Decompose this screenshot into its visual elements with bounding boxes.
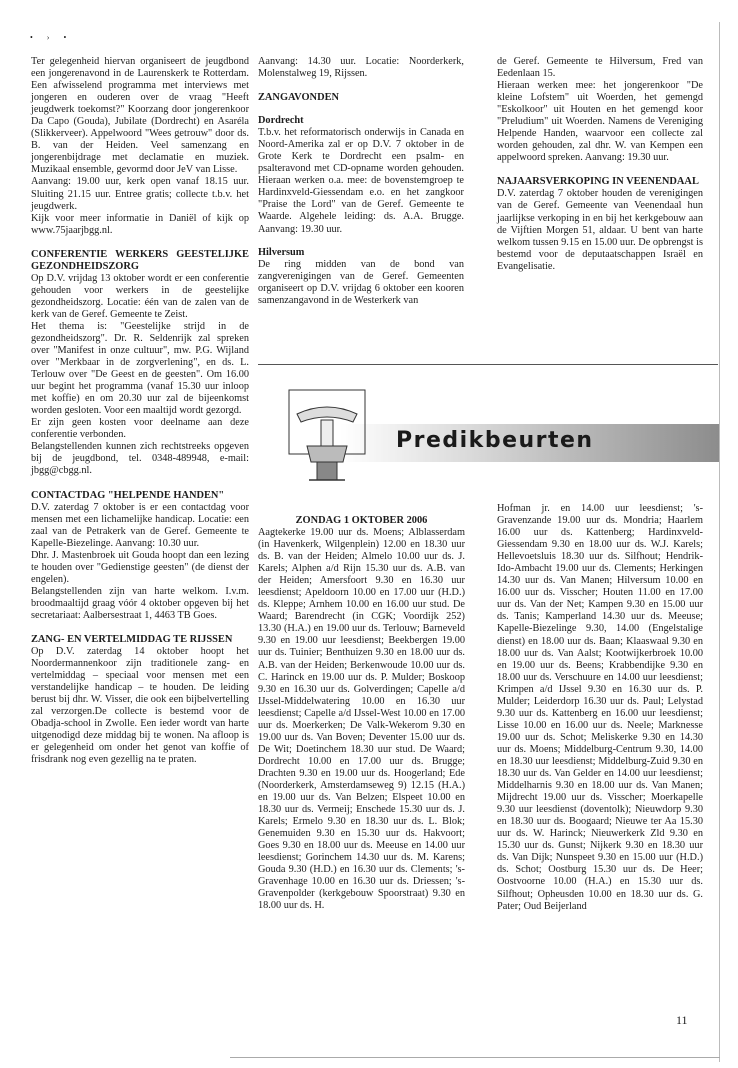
section-heading: CONTACTDAG "HELPENDE HANDEN" xyxy=(31,489,225,501)
paragraph: Belangstellenden zijn van harte welkom. I.v.m. broodmaaltijd graag vóór 4 oktober opgeven bij het secretariaat: Aalbersestraat 1, 4463 TB Goes. xyxy=(31,585,249,621)
paragraph: Op D.V. zaterdag 14 oktober hoopt het Noordermannenkoor zijn traditionele zang- en vertelmiddag – speciaal voor mensen met een verstandelijke handicap – te houden. De leiding berust bij dhr. W. Visser, die ook een bijbelvertelling zal verzorgen.De collecte is bestemd voor de Obadja-school in Zwolle. Een ieder wordt van harte uitgenodigd deze middag bij te wonen. Na afloop is er gelegenheid om onder het genot van koffie of frisdrank nog even gezellig na te praten. xyxy=(31,645,249,766)
paragraph: Belangstellenden kunnen zich rechtstreeks opgeven bij de jeugdbond, tel. 0348-489948, e-mail: jbgg@cbgg.nl. xyxy=(31,441,249,477)
section-heading: ZANG- EN VERTELMIDDAG TE RIJSSEN xyxy=(31,633,233,645)
paragraph: D.V. zaterdag 7 oktober houden de verenigingen van de Geref. Gemeente van Veenendaal hun jaarlijkse verkoping in en bij het kerkgebouw aan de Vijftien Morgen 51, aldaar. U bent van harte welkom tussen 9.15 en 15.00 uur. De opbrengst is bestemd voor de deputaatschappen Israël en Evangelisatie. xyxy=(497,188,703,272)
paragraph: Er zijn geen kosten voor deelname aan deze conferentie verbonden. xyxy=(31,417,249,441)
paragraph: Hieraan werken mee: het jongerenkoor "De kleine Lofstem" uit Woerden, het gemengd "Eskolkoor" uit Houten en het gemengd koor "Preludium" uit Woerden. Namens de Vereniging Helpende Handen, waarvoor een collecte zal worden gehouden, zal dhr. W. van Kempen een appelwoord spreken. Aanvang: 19.30 uur. xyxy=(497,80,703,164)
paragraph: Ter gelegenheid hiervan organiseert de jeugdbond een jongerenavond in de Laurenskerk te Rotterdam. Een afwisselend programma met interviews met jongeren en ouderen over de vraag "Heeft jeugdwerk toekomst?" Koorzang door jongerenkoor Da Capo (Gouda), Jubilate (Dordrecht) en Asaréla (Slikkerveer). Appelwoord "Wees getrouw" door ds. B. van der Heiden. Veel samenzang en jongerenbijdrage met declamatie en muziek. Muzikaal ensemble, gevormd door JeV van Lisse. xyxy=(31,56,249,176)
paragraph: Kijk voor meer informatie in Daniël of kijk op www.75jaarjbgg.nl. xyxy=(31,212,249,236)
paragraph: Aanvang: 19.00 uur, kerk open vanaf 18.15 uur. Sluiting 21.15 uur. Entree gratis; collecte t.b.v. het jeugdwerk. xyxy=(31,176,249,212)
corner-mark: • › • xyxy=(30,33,73,42)
bottom-edge-line xyxy=(230,1057,720,1058)
banner-title: Predikbeurten xyxy=(396,428,594,453)
paragraph: T.b.v. het reformatorisch onderwijs in Canada en Noord-Amerika zal er op D.V. 7 oktober in de Grote Kerk te Dordrecht een psalm- en psalteravond met CD-opname worden gehouden. Hieraan werken o.a. mee: de bovenstemgroep te Hardinxveld-Giessendam e.o. en het zangkoor "Praise the Lord" van de Geref. Gemeente te Waarde. Algehele leiding: ds. A.A. Brugge. Aanvang: 19.30 uur. xyxy=(258,127,464,235)
paragraph: Aagtekerke 19.00 uur ds. Moens; Alblasserdam (in Havenkerk, Wilgenplein) 12.00 en 18.30 uur ds. B. van der Heiden; Almelo 10.00 uur ds. J. Karels; Alphen a/d Rijn 15.30 uur ds. A.B. van der Heiden; Amersfoort 9.30 en 16.30 uur leesdienst; Apeldoorn 10.00 en 17.00 uur (H.D.) ds. Kleppe; Arnhem 10.00 en 16.00 uur stud. De Waard; Barendrecht (in CGK; Voordijk 252) 13.30 (H.A.) en 19.00 uur ds. Terlouw; Barneveld 9.30 en 19.00 uur leesdienst; Beekbergen 19.00 uur ds. Tuinier; Benthuizen 9.30 en 18.00 uur ds. A.B. van der Heiden; Berkenwoude 10.00 uur ds. C. Harinck en 19.00 uur ds. P. Mulder; Boskoop 9.30 en 16.30 uur ds. Golverdingen; Capelle a/d IJssel-Middelwatering 10.00 en 16.30 uur leesdienst; Capelle a/d IJssel-West 10.00 en 17.00 uur ds. Moerkerken; De Valk-Wekerom 9.30 en 19.00 uur ds. Van Boven; Deventer 15.00 uur ds. De Wit; Doetinchem 18.30 uur stud. De Waard; Dordrecht 10.00 en 17.00 uur ds. Brugge; Drachten 9.30 en 19.00 uur ds. Hoogerland; Ede (Noorderkerk, Amsterdamseweg 9) 12.15 (H.A.) en 19.00 uur ds. Van Belzen; Elspeet 10.00 en 18.30 uur ds. Vermeij; Enschede 15.30 uur ds. J. Karels; Ermelo 9.30 en 18.30 uur ds. L. Blok; Genemuiden 9.30 en 15.30 uur ds. Hakvoort; Goes 9.30 en 18.00 uur ds. Meeuse en 14.00 uur leesdienst; Gorinchem 14.30 uur ds. M. Karens; Gouda 9.30 (H.D.) en 16.30 uur ds. Clements; 's-Gravenhage 10.00 en 16.30 uur ds. Driessen; 's-Gravenpolder (kerkgebouw Spoorstraat) 9.30 en 18.00 uur ds. H. xyxy=(258,527,465,912)
paragraph: Op D.V. vrijdag 13 oktober wordt er een conferentie gehouden voor werkers in de geestelijke gezondheidszorg. Locatie: één van de zalen van de kerk van de Geref. Gemeente te Zeist. xyxy=(31,272,249,320)
subheading: Dordrecht xyxy=(258,115,304,127)
paragraph: de Geref. Gemeente te Hilversum, Fred van Eedenlaan 15. xyxy=(497,56,703,80)
paragraph: Dhr. J. Mastenbroek uit Gouda hoopt dan een lezing te houden over "Gedienstige geesten" (de dienst der engelen). xyxy=(31,549,249,585)
section-heading: CONFERENTIE WERKERS GEESTELIJKE GEZONDHEIDSZORG xyxy=(31,248,249,272)
page-number: 11 xyxy=(676,1013,688,1027)
paragraph: Aanvang: 14.30 uur. Locatie: Noorderkerk, Molenstalweg 19, Rijssen. xyxy=(258,56,464,80)
paragraph: D.V. zaterdag 7 oktober is er een contactdag voor mensen met een lichamelijke handicap. Locatie: een zaal van de Petrakerk van de Geref. Gemeente te Kapelle-Biezelinge. Aanvang: 10.30 uur. xyxy=(31,501,249,549)
paragraph: De ring midden van de bond van zangverenigingen van de Geref. Gemeenten organiseert op D.V. vrijdag 6 oktober een kooren samenzangavond in de Westerkerk van xyxy=(258,258,464,306)
column-announcements-2 xyxy=(258,56,464,307)
paragraph: Hofman jr. en 14.00 uur leesdienst; 's-Gravenzande 19.00 uur ds. Mondria; Haarlem 16.00 uur ds. Kattenberg; Hardinxveld-Giessendam 9.30 en 18.00 uur ds. W.J. Karels; Hellevoetsluis 18.30 uur ds. Silfhout; Hendrik-Ido-Ambacht 19.00 uur ds. Clements; Herkingen 14.30 uur ds. Van Manen; Hilversum 10.00 en 16.00 uur ds. Visscher; Houten 11.00 en 17.00 uur ds. Van der Net; Kampen 9.30 en 15.00 uur ds. Tanis; Kamperland 14.30 uur ds. Meeuse; Kapelle-Biezelinge 9.30, 14.00 (Engelstalige dienst) en 18.00 uur ds. Baan; Klaaswaal 9.30 en 18.00 uur ds. Van Aalst; Kootwijkerbroek 10.00 en 19.00 uur ds. Beens; Krabbendijke 9.30 en 18.00 uur ds. Verschuure en 14.00 uur leesdienst; Krimpen a/d IJssel 9.30 en 16.30 uur ds. P. Mulder; Leiderdorp 16.30 uur ds. Paul; Lelystad 9.30 uur ds. Kattenberg en 16.00 uur leesdienst; Lisse 10.00 en 16.00 uur ds. Neele; Marknesse 19.00 uur ds. Schot; Meliskerke 9.30 en 14.30 uur ds. Moens; Middelburg-Centrum 9.30, 14.00 en 18.30 uur leesdienst; Middelburg-Zuid 9.30 en 18.30 uur ds. Van Gelder en 14.00 uur leesdienst; Middelharnis 9.30 en 18.00 uur ds. Van Manen; Mijdrecht 19.00 uur ds. Visscher; Moerkapelle 9.30 uur leesdienst (doventolk); Nieuwdorp 9.30 en 18.30 uur ds. Boogaard; Nieuwe ter Aa 15.30 uur ds. W. Harinck; Nieuwerkerk Zld 9.30 en 15.30 uur ds. Gunst; Nijkerk 9.30 en 18.30 uur ds. Van Dijk; Nunspeet 9.30 en 15.00 uur (H.D.) ds. Schot; Oostburg 15.30 uur ds. De Heer; Oostvoorne 10.00 (H.A.) en 15.30 uur ds. Silfhout; Opheusden 10.00 en 18.30 uur ds. G. Pater; Oud Beijerland xyxy=(497,503,703,912)
column-sermons-1 xyxy=(258,503,465,913)
column-announcements-1 xyxy=(31,56,249,766)
section-heading: ZANGAVONDEN xyxy=(258,92,340,104)
subheading: Hilversum xyxy=(258,246,305,258)
section-heading: NAJAARSVERKOPING IN VEENENDAAL xyxy=(497,176,699,188)
section-heading: ZONDAG 1 OKTOBER 2006 xyxy=(295,515,428,526)
column-announcements-3 xyxy=(497,56,703,273)
column-sermons-2 xyxy=(497,503,703,913)
section-divider xyxy=(258,364,718,365)
paragraph: Het thema is: "Geestelijke strijd in de gezondheidszorg". Dr. R. Seldenrijk zal spreken over "Manifest in onze cultuur", mw. P.G. Wijland over "Merkbaar in de zorgverlening", en ds. L. Terlouw over "De Geest en de geesten". Om 16.00 uur begint het programma (vanaf 15.30 uur inloop met koffie) en om 20.30 uur zal de bijeenkomst worden gesloten. Voor een maaltijd wordt gezorgd. xyxy=(31,320,249,417)
pulpit-icon xyxy=(287,386,367,486)
right-edge-line xyxy=(719,22,720,1062)
